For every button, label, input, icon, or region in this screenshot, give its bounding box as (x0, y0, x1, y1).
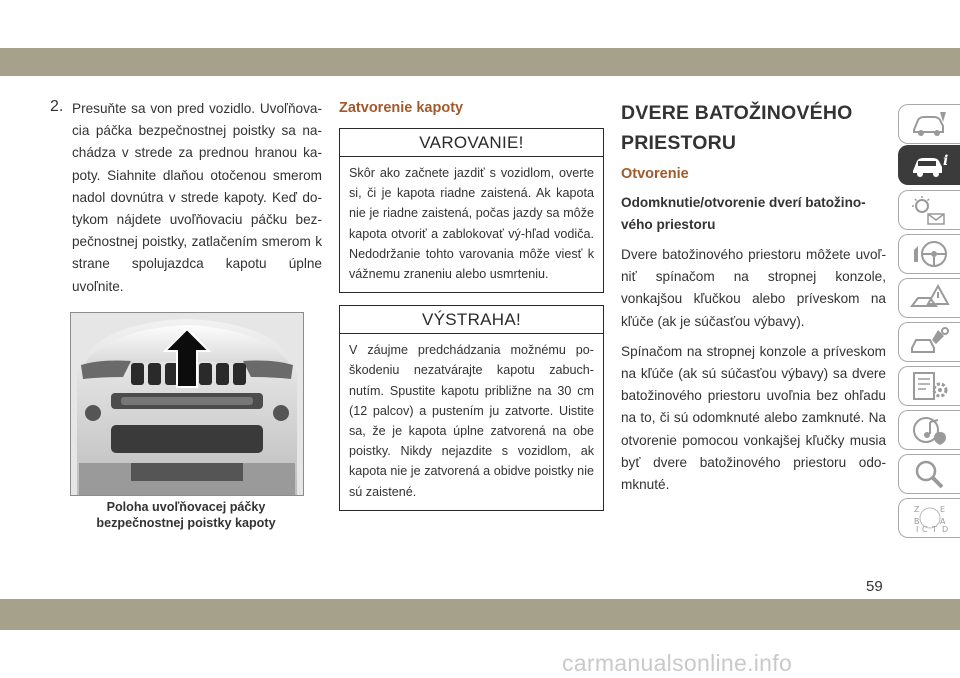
caution-text: V záujme predchádzania možnému po-škodeniu nezatvárajte kapotu zabuch-nutím. Spustite kapotu približne na 30 cm (12 palcov) a pustením ju zatvorte. Uistite sa, že je kapota úplne zatvorená na obe poistky. Nikdy nejazdite s vozidlom, ak kapota nie je zatvorená a obidve poistky nie sú zaistené. (349, 343, 594, 499)
warning-box (339, 128, 604, 293)
alphabet-index-icon (910, 502, 950, 534)
index-letter: E (939, 505, 945, 514)
sub-subheading: Odomknutie/otvorenie dverí batožino-vého priestoru (621, 195, 866, 232)
side-tab-music-gps[interactable] (898, 410, 960, 450)
subheading: Otvorenie (621, 166, 689, 182)
step-number: 2. (50, 98, 64, 115)
search-icon (910, 458, 950, 490)
side-tab-car-info[interactable] (898, 104, 960, 144)
side-tab-steering[interactable] (898, 234, 960, 274)
car-warning-icon (910, 282, 950, 314)
side-tab-car-info-active[interactable] (898, 145, 960, 185)
warning-heading: VAROVANIE! (340, 129, 603, 157)
page-number: 59 (866, 578, 883, 595)
section-title: Zatvorenie kapoty (339, 100, 464, 116)
car-wrench-icon (910, 326, 950, 358)
chapter-heading (621, 98, 886, 158)
figure-caption-line2: bezpečnostnej poistky kapoty (96, 515, 276, 530)
side-tab-checklist[interactable] (898, 366, 960, 406)
step-text: Presuňte sa von pred vozidlo. Uvoľňova-cia páčka bezpečnostnej poistky sa na-chádza v strede za prednou hranou ka-poty. Siahnite dlaňou otočenou smerom nadol dovnútra v strede kapoty. Keď do-tykom nájdete uvoľňovaciu páčku bez-pečnostnej poistky, zatlačením smerom k strane spolujazdca kapotu úplne uvoľnite. (72, 101, 322, 294)
paragraph-1: Dvere batožinového priestoru môžete uvoľ-niť spínačom na stropnej konzole, vonkajšou kľučkou alebo príveskom na kľúče (ak je súčasťou výbavy). (621, 247, 886, 329)
side-tab-search[interactable] (898, 454, 960, 494)
warning-text: Skôr ako začnete jazdiť s vozidlom, overte si, či je kapota riadne zaistená. Ak kapota nie je riadne zaistená, počas jazdy sa môže kapota otvoriť a zablokovať vý-hľad vodiča. Nedodržanie tohto varovania môže viesť k vážnemu zraneniu alebo usmrteniu. (349, 166, 594, 282)
dashboard-lights-icon (910, 194, 950, 226)
svg-text:i: i (942, 153, 948, 169)
index-letter: D (941, 525, 948, 534)
right-column (621, 98, 886, 504)
figure-caption (70, 499, 302, 531)
hood-release-figure (70, 312, 304, 496)
figure-caption-line1: Poloha uvoľňovacej páčky (106, 499, 266, 514)
bottom-decorative-band (0, 599, 960, 630)
left-column (50, 98, 322, 531)
middle-column (339, 98, 604, 523)
chapter-heading-line1: DVERE BATOŽINOVÉHO (621, 102, 853, 124)
chapter-heading-line2: PRIESTORU (621, 132, 737, 154)
side-tab-dashboard[interactable] (898, 190, 960, 230)
index-letter: Z (913, 505, 919, 514)
car-front-illustration (71, 313, 303, 495)
checklist-gear-icon (910, 370, 950, 402)
steering-wheel-icon (910, 238, 950, 270)
side-tab-index[interactable] (898, 498, 960, 538)
index-letter: C (921, 525, 928, 534)
side-tab-car-wrench[interactable] (898, 322, 960, 362)
caution-heading: VÝSTRAHA! (340, 306, 603, 334)
index-letter: A (939, 517, 945, 526)
side-tab-car-warning[interactable] (898, 278, 960, 318)
car-info-active-icon (910, 149, 950, 181)
car-info-icon (910, 108, 950, 140)
index-letter: B (913, 517, 919, 526)
top-decorative-band (0, 48, 960, 76)
index-letter: I (915, 525, 918, 534)
music-gps-icon (910, 414, 950, 446)
index-letter: T (931, 525, 937, 534)
caution-box (339, 305, 604, 511)
paragraph-2: Spínačom na stropnej konzole a príveskom na kľúče (ak sú súčasťou výbavy) sa dvere batožinového priestoru uvoľnia bez ohľadu na to, či sú odomknuté alebo zamknuté. Na otvorenie pomocou vonkajšej kľučky musia byť dvere batožinového priestoru odo-mknuté. (621, 343, 886, 493)
watermark: carmanualsonline.info (562, 650, 793, 676)
numbered-step (50, 98, 322, 298)
